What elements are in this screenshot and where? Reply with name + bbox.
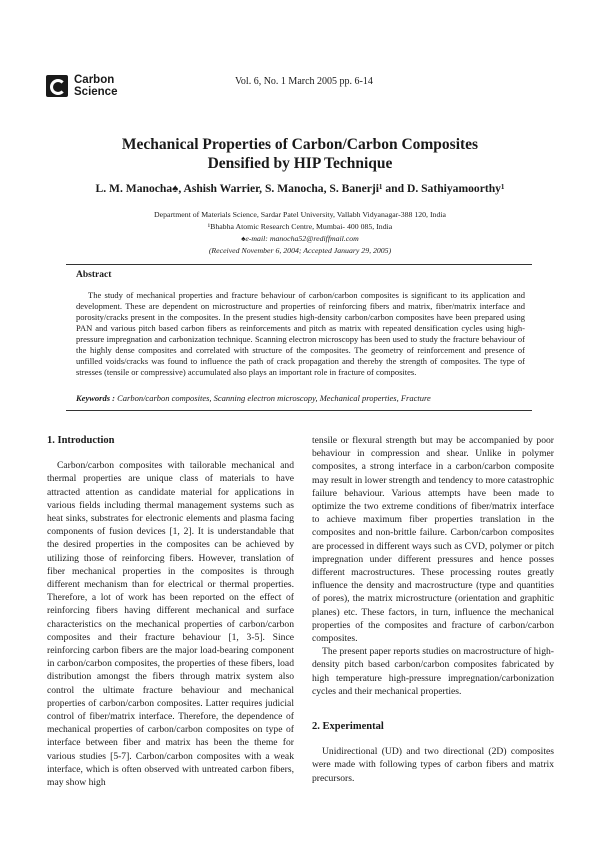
keywords-text: Carbon/carbon composites, Scanning electron microscopy, Mechanical properties, Fracture [117, 393, 431, 403]
journal-logo [46, 74, 117, 98]
corresponding-email: ♠e-mail: manocha52@rediffmail.com [241, 234, 359, 243]
intro-paragraph-2: The present paper reports studies on macrostructure of high-density pitch based carbon/carbon composites fabricated by high temperature high-pressure impregnation/carbonization cycles and their mechanical properties. [312, 646, 554, 697]
affiliation-barc: ¹Bhabha Atomic Research Centre, Mumbai- 400 085, India [207, 222, 393, 231]
experimental-paragraph-1: Unidirectional (UD) and two directional (2D) composites were made with following types of carbon fibers and matrix precursors. [312, 746, 554, 784]
paper-title-line2: Densified by HIP Technique [207, 155, 393, 172]
abstract-heading: Abstract [76, 270, 112, 280]
journal-reference: Vol. 6, No. 1 March 2005 pp. 6-14 [235, 76, 373, 87]
keywords-label: Keywords : [76, 393, 115, 403]
paper-title-line1: Mechanical Properties of Carbon/Carbon Composites [121, 136, 479, 153]
author-list: L. M. Manocha♠, Ashish Warrier, S. Manocha, S. Banerji¹ and D. Sathiyamoorthy¹ [95, 182, 505, 195]
carbon-science-logo-icon [46, 75, 68, 97]
received-dates: (Received November 6, 2004; Accepted January 29, 2005) [208, 246, 392, 255]
paper-title [60, 135, 540, 173]
intro-paragraph-1-continued: tensile or flexural strength but may be accompanied by poor behaviour in compression and shear. Unlike in polymer composites, a strong interface in a carbon/carbon composite may result in lower strength and tendency to more catastrophic failure behaviour. Various attempts have been made to optimize the two extreme conditions of fiber/matrix interface to achieve maximum fiber properties translation in the composites and non-brittle failure. Carbon/carbon composites are processed in different ways such as CVD, polymer or pitch impregnation under different pressures and hence posses different macrostructures. These processing routes greatly influence the density and macrostructure (type and quantities of pores), the matrix microstructure (orientation and graphitic planes) etc. These factors, in turn, influence the mechanical properties of the composites and fracture of carbon/carbon composites. [312, 435, 554, 645]
section-heading-introduction: 1. Introduction [47, 435, 115, 446]
affiliations [60, 209, 540, 257]
right-column [312, 434, 554, 785]
affiliation-department: Department of Materials Science, Sardar Patel University, Vallabh Vidyanagar-388 120, India [154, 210, 446, 219]
left-column [47, 434, 294, 789]
abstract-top-rule [66, 264, 532, 265]
intro-paragraph-1: Carbon/carbon composites with tailorable mechanical and thermal properties are unique class of materials to have attracted attention as candidate material for applications in various fields including thermal management systems such as heat sinks, substrates for electronic elements and plasma facing components of fusion devices [1, 2]. It is understandable that the desired properties in the composites can be achieved by utilizing those of reinforcing fibers. However, translation of fiber mechanical properties in the composites is through different mechanism than for electrical or thermal properties. Therefore, a lot of work has been reported on the effect of reinforcing fibers having different mechanical and surface characteristics on the mechanical properties of carbon/carbon composites and their fracture behaviour [1, 3-5]. Since reinforcing carbon fibers are the major load-bearing component in carbon/carbon composites, the properties of these fibers, load distribution amongst the fibers through matrix system also control the ultimate fracture behaviour and mechanical properties of carbon/carbon composites. Latter requires judicial control of fiber/matrix interface. Therefore, the dependence of mechanical properties of carbon/carbon composites on type of interface between fiber and matrix has been the theme for various studies [5-7]. Carbon/carbon composites with a weak interface, which is often observed with untreated carbon fibers, may show high [47, 460, 294, 789]
abstract-bottom-rule [66, 410, 532, 411]
journal-name-line2: Science [74, 86, 118, 98]
journal-name [74, 74, 117, 98]
journal-name-line1: Carbon [74, 74, 115, 86]
abstract-text: The study of mechanical properties and fracture behaviour of carbon/carbon composites is significant to its application and development. These are dependent on microstructure and properties of reinforcing fibers and matrix, fiber/matrix interface and porosity/cracks present in the composites. In the present studies high-density carbon/carbon composites have been prepared using PAN and various pitch based carbon fibers as reinforcements and pitch as matrix with repeated densification cycles using high-pressure impregnation and carbonization technique. Scanning electron microscopy has been used to study the fracture behaviour of the highly dense composites and correlated with structure of the composites. The geometry of reinforcement and presence of unfilled voids/cracks was found to influence the path of crack propagation and thereby the strength of composites. The type of stresses (tensile or compressive) accumulated also plays an important role in fracture of composites. [76, 290, 525, 377]
section-spacer [312, 698, 554, 720]
section-heading-experimental: 2. Experimental [312, 721, 384, 733]
keywords-line [76, 393, 525, 403]
